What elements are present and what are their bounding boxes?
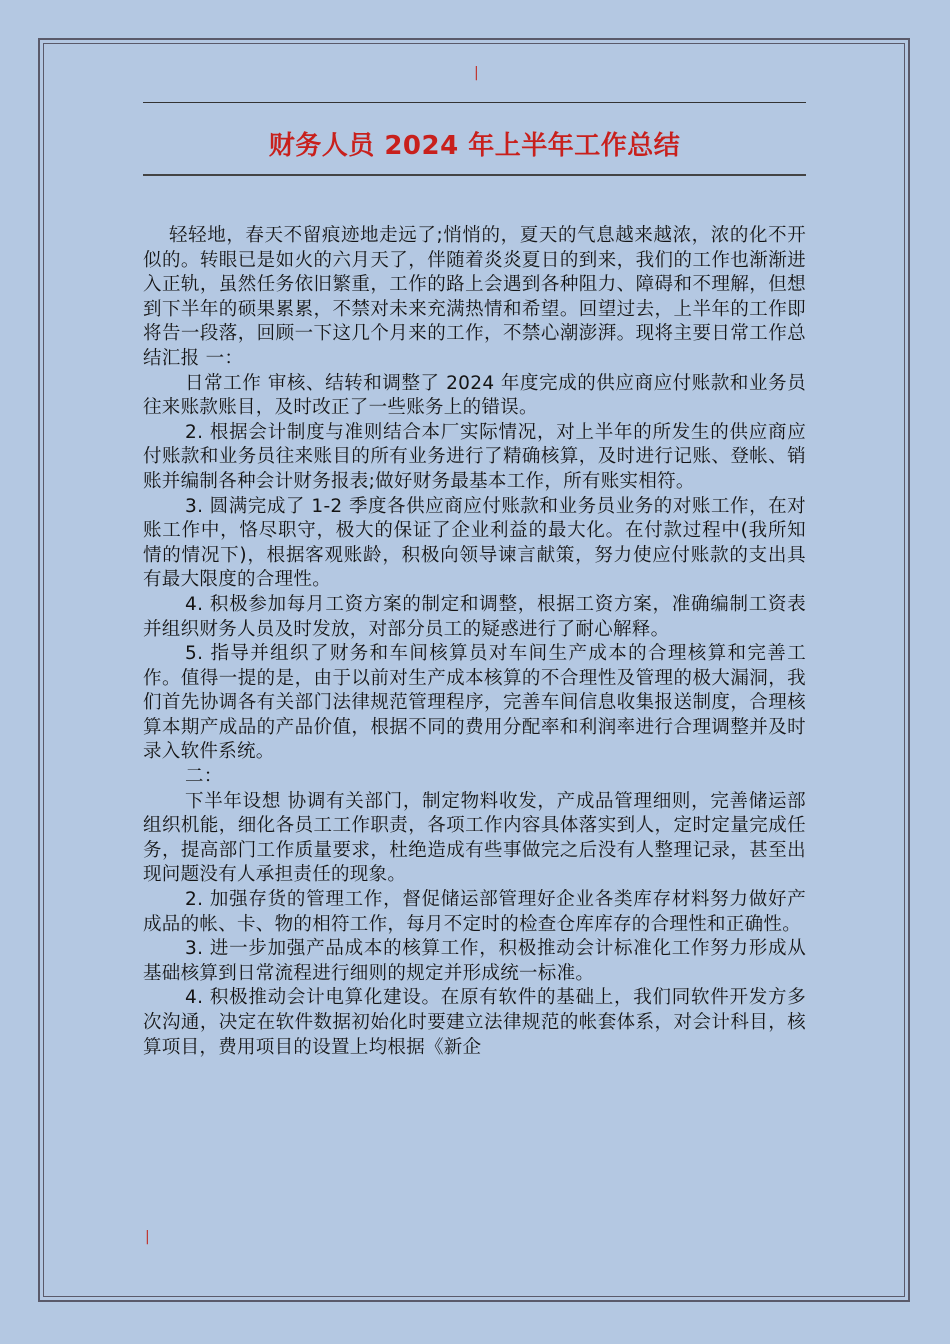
title-rule [143, 174, 806, 176]
section-heading-two: 二： [185, 766, 223, 788]
paragraph-item-1: 日常工作 审核、结转和调整了 2024 年度完成的供应商应付账款和业务员往来账款账目，及时改正了一些账务上的错误。 [143, 372, 806, 419]
paragraph-plan-4: 4. 积极推动会计电算化建设。在原有软件的基础上，我们同软件开发方多次沟通，决定在软件数据初始化时要建立法律规范的帐套体系，对会计科目，核算项目，费用项目的设置上均根据《新企 [143, 987, 806, 1058]
paragraph-intro: 轻轻地，春天不留痕迹地走远了;悄悄的，夏天的气息越来越浓，浓的化不开似的。转眼已是如火的六月天了，伴随着炎炎夏日的到来，我们的工作也渐渐进入正轨，虽然任务依旧繁重，工作的路上会遇到各种阻力、障碍和不理解，但想到下半年的硕果累累，不禁对未来充满热情和希望。回望过去，上半年的工作即将告一段落，回顾一下这几个月来的工作，不禁心潮澎湃。现将主要日常工作总结汇报 一： [143, 225, 806, 369]
paragraph-item-2: 2. 根据会计制度与准则结合本厂实际情况，对上半年的所发生的供应商应付账款和业务员往来账目的所有业务进行了精确核算，及时进行记账、登帐、销账并编制各种会计财务报表;做好财务最基本工作，所有账实相符。 [143, 421, 806, 492]
paragraph-plan-1: 下半年设想 协调有关部门，制定物料收发，产成品管理细则，完善储运部组织机能，细化各员工工作职责，各项工作内容具体落实到人，定时定量完成任务，提高部门工作质量要求，杜绝造成有些事做完之后没有人整理记录，甚至出现问题没有人承担责任的现象。 [143, 790, 806, 886]
footer-mark: | [145, 1229, 150, 1245]
paragraph-item-3: 3. 圆满完成了 1-2 季度各供应商应付账款和业务员业务的对账工作，在对账工作中，恪尽职守，极大的保证了企业利益的最大化。在付款过程中(我所知情的情况下)，根据客观账龄，积极向领导谏言献策，努力使应付账款的支出具有最大限度的合理性。 [143, 495, 806, 591]
paragraph-item-5: 5. 指导并组织了财务和车间核算员对车间生产成本的合理核算和完善工作。值得一提的是，由于以前对生产成本核算的不合理性及管理的极大漏洞，我们首先协调各有关部门法律规范管理程序，完善车间信息收集报送制度，合理核算本期产成品的产品价值，根据不同的费用分配率和利润率进行合理调整并及时录入软件系统。 [143, 643, 806, 763]
paragraph-item-4: 4. 积极参加每月工资方案的制定和调整，根据工资方案，准确编制工资表并组织财务人员及时发放，对部分员工的疑惑进行了耐心解释。 [143, 593, 806, 640]
document-title: 财务人员 2024 年上半年工作总结 [268, 131, 681, 161]
header-mark: | [474, 65, 479, 81]
paragraph-plan-3: 3. 进一步加强产品成本的核算工作，积极推动会计标准化工作努力形成从基础核算到日常流程进行细则的规定并形成统一标准。 [143, 938, 806, 984]
document-body [143, 224, 806, 1060]
paragraph-plan-2: 2. 加强存货的管理工作，督促储运部管理好企业各类库存材料努力做好产成品的帐、卡、物的相符工作，每月不定时的检查仓库库存的合理性和正确性。 [143, 889, 806, 935]
header-rule [143, 102, 806, 103]
